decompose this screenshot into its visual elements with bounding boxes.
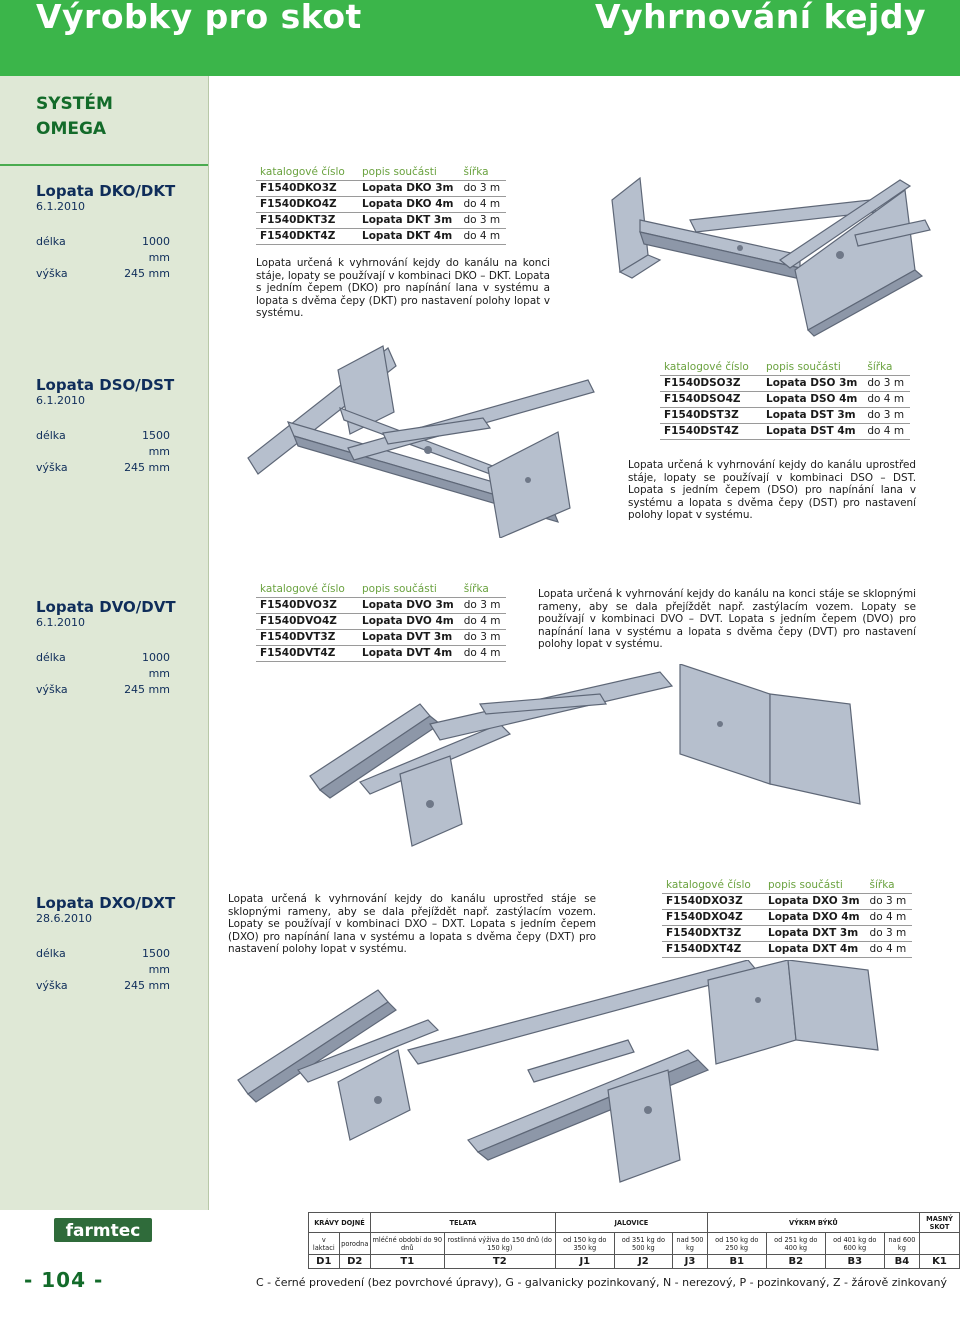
category-subheader: nad 500 kg [673,1233,708,1255]
product-description: Lopata určená k vyhrnování kejdy do kanálu na konci stáje se sklopnými rameny, aby se dala přejíždět např. zastýlacím vozem. Lopaty se používají v kombinaci DVO – DVT. Lopata s jedním čepem (DVO) pro napínání lana v systému a lopata s dvěma čepy (DVT) pro nastavení polohy lopat v systému. [538,588,916,650]
table-row [256,613,506,629]
table-row [660,391,910,407]
header-title-right: Vyhrnování kejdy [595,0,926,36]
svg-text:farmtec: farmtec [65,1221,141,1241]
system-name [36,92,113,142]
part-code: F1540DXT3Z [662,925,764,941]
col-header-name: popis součásti [358,581,460,597]
category-subheader: v laktaci [309,1233,340,1255]
part-name: Lopata DXO 4m [764,909,866,925]
header-band [0,0,960,76]
part-width: do 3 m [863,375,910,391]
length-label: délka [36,651,66,664]
part-name: Lopata DST 4m [762,423,863,439]
system-line2: OMEGA [36,119,107,139]
part-name: Lopata DXT 3m [764,925,866,941]
col-header-name: popis součásti [762,359,863,375]
category-subheader: mléčné období do 90 dnů [370,1233,444,1255]
part-name: Lopata DXO 3m [764,893,866,909]
product-info [36,376,186,476]
category-header: JALOVICE [556,1213,708,1233]
part-code: F1540DVO4Z [256,613,358,629]
product-info [36,598,186,698]
parts-table [660,359,910,440]
height-value: 245 mm [124,267,170,280]
table-row [662,893,912,909]
part-name: Lopata DKT 4m [358,228,459,244]
length-value: 1000 mm [142,235,170,264]
finish-legend: C - černé provedení (bez povrchové úpravy), G - galvanicky pozinkovaný, N - nerezový, P - pozinkovaný, Z - žárově zinkovaný [256,1276,948,1289]
category-subheader: od 401 kg do 600 kg [825,1233,884,1255]
product-title: Lopata DVO/DVT [36,598,176,616]
col-header-code: katalogové číslo [660,359,762,375]
height-label: výška [36,683,68,696]
part-width: do 4 m [459,228,506,244]
scraper-dko-illustration [600,160,940,340]
category-code: K1 [920,1255,960,1269]
category-subheader: nad 600 kg [884,1233,919,1255]
category-code: T1 [370,1255,444,1269]
height-value: 245 mm [124,683,170,696]
col-header-code: katalogové číslo [256,164,358,180]
table-row [256,212,506,228]
part-name: Lopata DKO 3m [358,180,459,196]
part-width: do 4 m [459,196,506,212]
part-code: F1540DKO3Z [256,180,358,196]
category-code: B1 [707,1255,766,1269]
table-row [662,925,912,941]
category-code: J2 [614,1255,673,1269]
col-header-name: popis součásti [764,877,866,893]
system-line1: SYSTÉM [36,94,113,114]
product-info [36,182,186,282]
part-width: do 4 m [460,613,507,629]
category-subheader: porodna [339,1233,370,1255]
category-header: MASNÝ SKOT [920,1213,960,1233]
part-width: do 3 m [863,407,910,423]
length-value: 1500 mm [142,429,170,458]
table-row [256,180,506,196]
part-name: Lopata DST 3m [762,407,863,423]
category-subheader: od 351 kg do 500 kg [614,1233,673,1255]
part-code: F1540DKO4Z [256,196,358,212]
table-row [256,196,506,212]
table-row [662,941,912,957]
page-number: - 104 - [24,1268,104,1292]
table-row [256,228,506,244]
table-row [660,375,910,391]
scraper-dso-illustration [228,338,598,538]
part-code: F1540DVT4Z [256,645,358,661]
part-code: F1540DVO3Z [256,597,358,613]
height-label: výška [36,267,68,280]
category-subheader [920,1233,960,1255]
height-label: výška [36,979,68,992]
part-name: Lopata DVO 4m [358,613,460,629]
part-width: do 3 m [866,925,913,941]
length-label: délka [36,429,66,442]
part-width: do 4 m [460,645,507,661]
left-divider [0,164,208,166]
part-name: Lopata DSO 4m [762,391,863,407]
category-header: VÝKRM BÝKŮ [707,1213,919,1233]
product-date: 6.1.2010 [36,200,85,213]
part-width: do 3 m [459,180,506,196]
length-label: délka [36,947,66,960]
part-code: F1540DSO3Z [660,375,762,391]
farmtec-logo [54,1216,152,1244]
table-row [660,407,910,423]
table-row [662,909,912,925]
header-title-left: Výrobky pro skot [36,0,362,36]
length-label: délka [36,235,66,248]
category-subheader: od 150 kg do 250 kg [707,1233,766,1255]
category-header: TELATA [370,1213,555,1233]
product-date: 28.6.2010 [36,912,92,925]
part-code: F1540DXO3Z [662,893,764,909]
table-row [256,645,506,661]
part-code: F1540DKT4Z [256,228,358,244]
part-width: do 4 m [863,423,910,439]
product-date: 6.1.2010 [36,394,85,407]
part-code: F1540DVT3Z [256,629,358,645]
part-width: do 3 m [460,629,507,645]
parts-table [662,877,912,958]
column-divider [208,76,209,1210]
part-name: Lopata DKT 3m [358,212,459,228]
part-code: F1540DST4Z [660,423,762,439]
length-value: 1000 mm [142,651,170,680]
part-name: Lopata DVT 4m [358,645,460,661]
part-code: F1540DXO4Z [662,909,764,925]
category-subheader: od 251 kg do 400 kg [766,1233,825,1255]
table-row [256,597,506,613]
category-code: D2 [339,1255,370,1269]
product-title: Lopata DSO/DST [36,376,175,394]
height-value: 245 mm [124,979,170,992]
category-code: T2 [444,1255,555,1269]
animal-category-table [308,1212,960,1269]
col-header-width: šířka [460,581,507,597]
category-code: D1 [309,1255,340,1269]
category-subheader: rostlinná výživa do 150 dnů (do 150 kg) [444,1233,555,1255]
product-title: Lopata DXO/DXT [36,894,176,912]
product-description: Lopata určená k vyhrnování kejdy do kanálu uprostřed stáje se sklopnými rameny, aby se dala přejíždět např. zastýlacím vozem. Lopaty se používají v kombinaci DXO – DXT. Lopata s jedním čepem (DXO) pro napínání lana v systému a lopata s dvěma čepy (DXT) pro nastavení polohy lopat v systému. [228,893,596,955]
scraper-dvo-illustration [300,664,880,850]
category-code: B4 [884,1255,919,1269]
part-width: do 4 m [866,941,913,957]
col-header-width: šířka [459,164,506,180]
parts-table [256,164,506,245]
product-description: Lopata určená k vyhrnování kejdy do kanálu uprostřed stáje, lopaty se používají v kombinaci DSO – DST. Lopata s jedním čepem (DSO) pro napínání lana v systému a lopata s dvěma čepy (DST) pro nastavení polohy lopat v systému. [628,459,916,521]
category-code: B3 [825,1255,884,1269]
part-name: Lopata DVO 3m [358,597,460,613]
part-width: do 3 m [460,597,507,613]
part-code: F1540DKT3Z [256,212,358,228]
col-header-code: katalogové číslo [662,877,764,893]
part-name: Lopata DSO 3m [762,375,863,391]
product-title: Lopata DKO/DKT [36,182,176,200]
category-code: J3 [673,1255,708,1269]
table-row [660,423,910,439]
part-width: do 3 m [459,212,506,228]
col-header-width: šířka [863,359,910,375]
col-header-name: popis součásti [358,164,459,180]
product-description: Lopata určená k vyhrnování kejdy do kanálu na konci stáje, lopaty se používají v kombinaci DKO – DKT. Lopata s jedním čepem (DKO) pro napínání lana v systému a lopata s dvěma čepy (DKT) pro nastavení polohy lopat v systému. [256,257,550,319]
part-code: F1540DSO4Z [660,391,762,407]
part-name: Lopata DVT 3m [358,629,460,645]
product-info [36,894,186,994]
col-header-code: katalogové číslo [256,581,358,597]
part-code: F1540DXT4Z [662,941,764,957]
category-code: B2 [766,1255,825,1269]
product-date: 6.1.2010 [36,616,85,629]
col-header-width: šířka [866,877,913,893]
part-width: do 4 m [863,391,910,407]
length-value: 1500 mm [142,947,170,976]
part-name: Lopata DXT 4m [764,941,866,957]
height-value: 245 mm [124,461,170,474]
category-code: J1 [556,1255,615,1269]
parts-table [256,581,506,662]
height-label: výška [36,461,68,474]
category-header: KRÁVY DOJNÉ [309,1213,371,1233]
part-width: do 3 m [866,893,913,909]
part-name: Lopata DKO 4m [358,196,459,212]
part-code: F1540DST3Z [660,407,762,423]
table-row [256,629,506,645]
part-width: do 4 m [866,909,913,925]
scraper-dxo-illustration [228,960,908,1190]
category-subheader: od 150 kg do 350 kg [556,1233,615,1255]
